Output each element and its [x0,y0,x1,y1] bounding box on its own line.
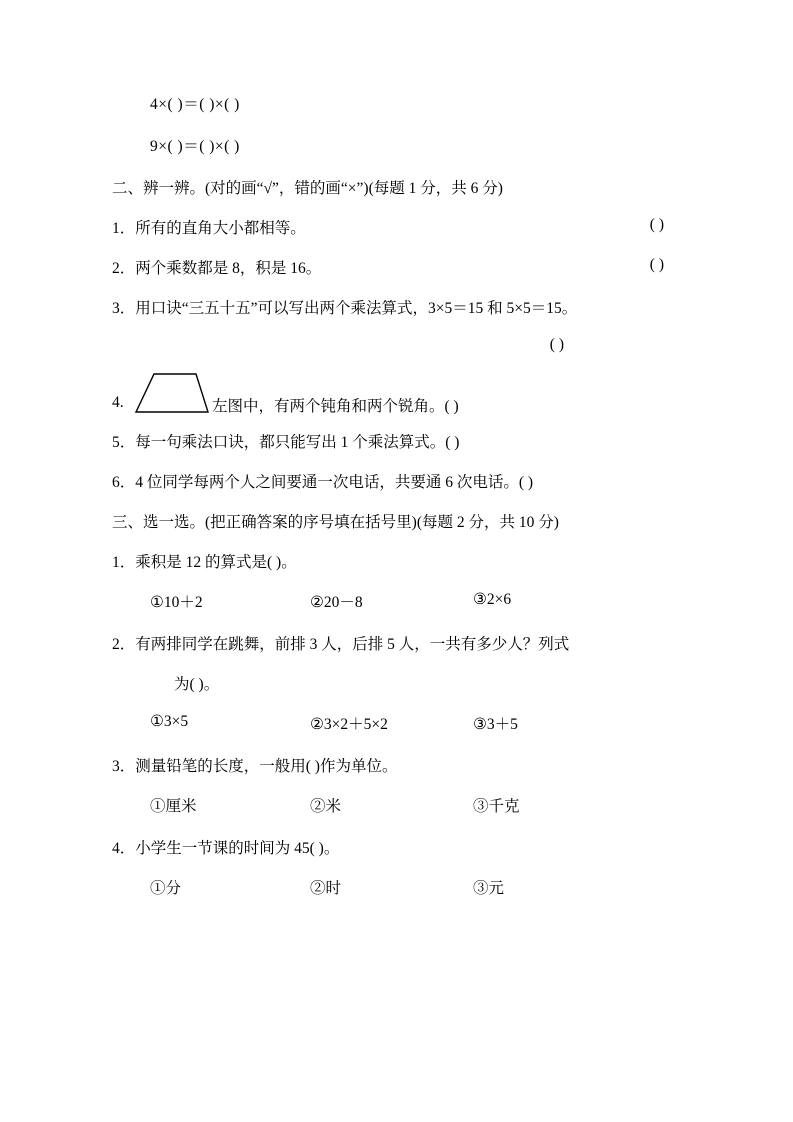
choice-item-3-option-b[interactable]: ②米 [310,798,342,815]
fill-blank-row-1: 4×( )＝( )×( ) [150,96,240,113]
choice-item-2 [112,632,692,654]
choice-item-3-options [112,794,692,816]
choice-item-4-option-c[interactable]: ③元 [473,880,505,897]
choice-item-1-options [112,590,692,612]
tf-item-6-number: 6． [112,474,136,491]
tf-item-4 [112,368,692,414]
choice-item-4 [112,836,692,858]
choice-item-2-option-c[interactable]: ③3＋5 [473,716,518,733]
choice-item-1-option-b[interactable]: ②20－8 [310,594,363,611]
worksheet-content [112,92,692,918]
tf-item-5-text: 每一句乘法口诀，都只能写出 1 个乘法算式。( ) [135,434,460,451]
tf-item-2 [112,256,692,278]
tf-item-5-number: 5． [112,434,136,451]
choice-item-3-text: 测量铅笔的长度，一般用( )作为单位。 [135,758,398,775]
choice-item-2-continuation: 为( )。 [174,676,220,693]
tf-item-6-text: 4 位同学每两个人之间要通一次电话，共要通 6 次电话。( ) [135,474,534,491]
choice-item-4-options [112,876,692,898]
choice-item-2-option-b[interactable]: ②3×2＋5×2 [310,716,388,733]
section-three-heading: 三、选一选。(把正确答案的序号填在括号里)(每题 2 分，共 10 分) [112,514,559,531]
choice-item-2-text: 有两排同学在跳舞，前排 3 人，后排 5 人，一共有多少人？列式 [135,636,570,653]
tf-item-5 [112,430,692,452]
tf-item-1-text: 所有的直角大小都相等。 [135,220,306,237]
choice-item-1-text: 乘积是 12 的算式是( )。 [135,554,297,571]
choice-item-3-option-c[interactable]: ③千克 [473,798,520,815]
tf-item-1-number: 1． [112,220,136,237]
choice-item-1-number: 1． [112,554,136,571]
choice-item-1-option-a[interactable]: ①10＋2 [150,594,203,611]
tf-item-3 [112,296,692,318]
choice-item-3-number: 3． [112,758,136,775]
tf-item-6 [112,470,692,492]
choice-item-2-number: 2． [112,636,136,653]
section-two-heading: 二、辨一辨。(对的画“√”，错的画“×”)(每题 1 分，共 6 分) [112,180,503,197]
trapezoid-figure-icon [134,370,210,419]
choice-item-3-option-a[interactable]: ①厘米 [150,798,197,815]
choice-item-1-option-c[interactable]: ③2×6 [473,591,512,608]
tf-item-3-answer-paren[interactable]: ( ) [549,336,564,353]
tf-item-2-text: 两个乘数都是 8，积是 16。 [135,260,322,277]
fill-blank-row-2: 9×( )＝( )×( ) [150,138,240,155]
tf-item-2-number: 2． [112,260,136,277]
tf-item-2-answer-paren[interactable]: ( ) [649,256,664,273]
tf-item-4-text: 左图中，有两个钝角和两个锐角。( ) [212,398,459,415]
choice-item-2-option-a[interactable]: ①3×5 [150,713,189,730]
tf-item-3-number: 3． [112,300,136,317]
tf-item-1 [112,216,692,238]
tf-item-4-number: 4. [112,394,124,411]
choice-item-3 [112,754,692,776]
choice-item-4-option-a[interactable]: ①分 [150,880,182,897]
choice-item-4-option-b[interactable]: ②时 [310,880,342,897]
choice-item-2-options [112,712,692,734]
choice-item-4-text: 小学生一节课的时间为 45( )。 [135,840,340,857]
choice-item-1 [112,550,692,572]
tf-item-3-text: 用口诀“三五十五”可以写出两个乘法算式，3×5＝15 和 5×5＝15。 [135,300,578,317]
tf-item-1-answer-paren[interactable]: ( ) [649,216,664,233]
choice-item-4-number: 4． [112,840,136,857]
